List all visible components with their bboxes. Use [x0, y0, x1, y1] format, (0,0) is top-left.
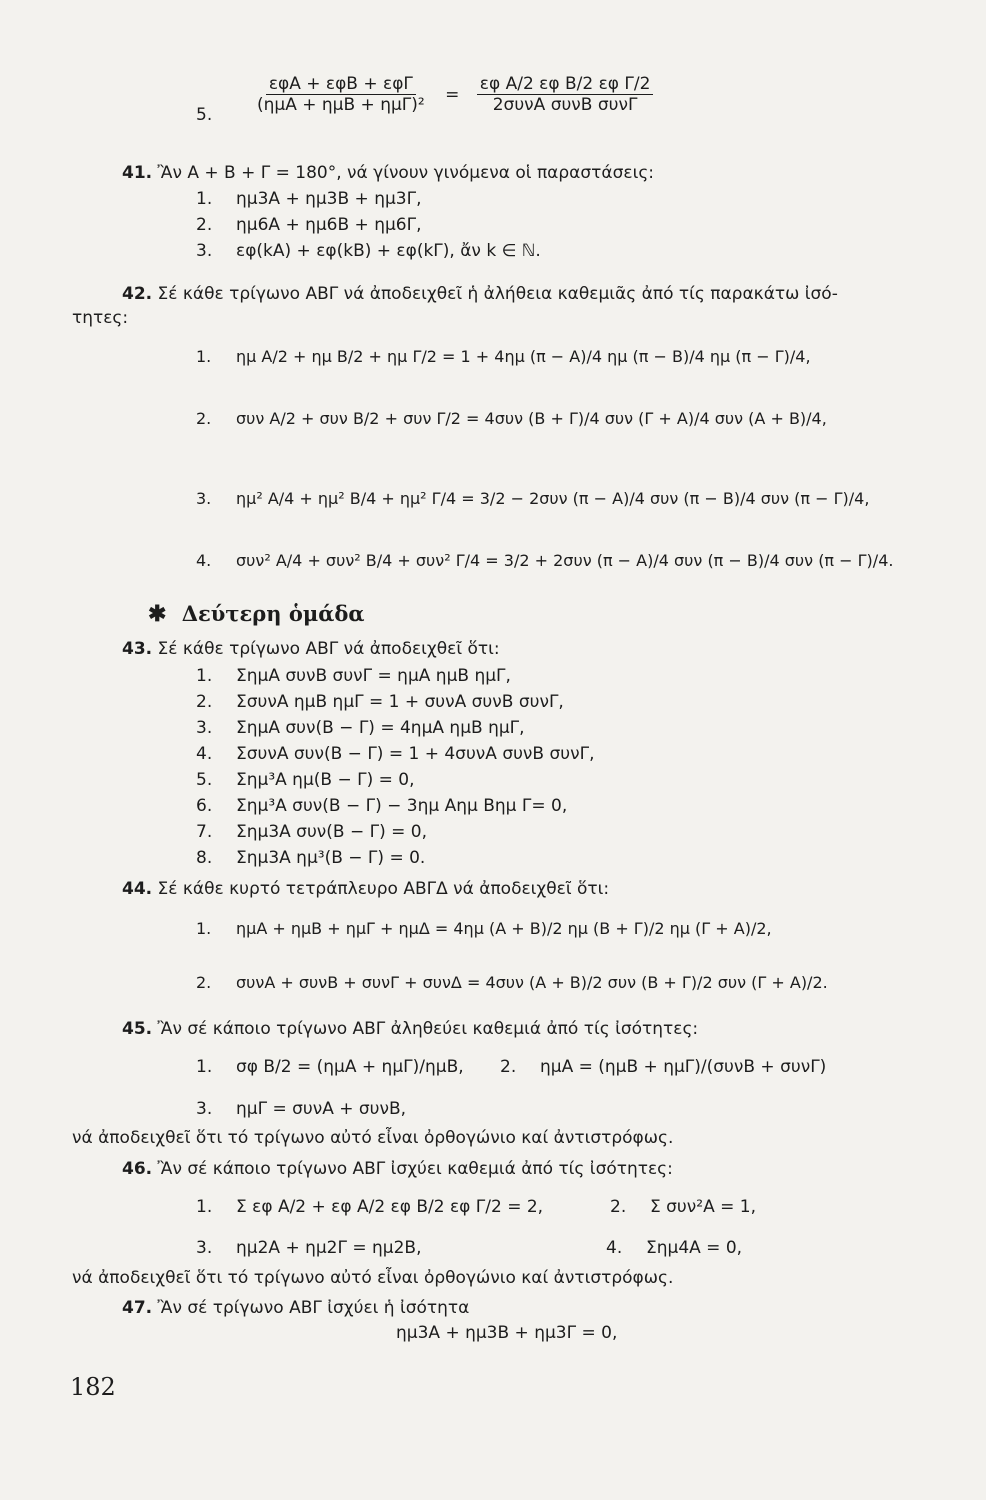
exercise-45-item-2: 2. ημΑ = (ημΒ + ημΓ)/(συνΒ + συνΓ) — [500, 1057, 827, 1077]
exercise-43-item-3: 3. ΣημΑ συν(Β − Γ) = 4ημΑ ημΒ ημΓ, — [196, 718, 525, 738]
exercise-46-item-2: 2. Σ συν²Α = 1, — [610, 1197, 756, 1217]
exercise-46-item-4: 4. Σημ4Α = 0, — [606, 1238, 743, 1258]
exercise-42-statement-cont: τητες: — [72, 308, 129, 328]
exercise-44-statement: 44. Σέ κάθε κυρτό τετράπλευρο ΑΒΓΔ νά ἀποδειχθεῖ ὅτι: — [122, 879, 610, 899]
exercise-46-item-1: 1. Σ εφ A/2 + εφ A/2 εφ B/2 εφ Γ/2 = 2, — [196, 1197, 544, 1217]
exercise-43-item-8: 8. Σημ3Α ημ³(Β − Γ) = 0. — [196, 848, 426, 868]
exercise-41-item-1: 1. ημ3Α + ημ3Β + ημ3Γ, — [196, 189, 422, 209]
exercise-42-statement: 42. Σέ κάθε τρίγωνο ΑΒΓ νά ἀποδειχθεῖ ἡ ἀλήθεια καθεμιᾶς ἀπό τίς παρακάτω ἰσό- — [122, 284, 838, 304]
exercise-44-item-2: 2. συνΑ + συνΒ + συνΓ + συνΔ = 4συν (Α + Β)/2 συν (Β + Γ)/2 συν (Γ + Α)/2. — [196, 973, 828, 992]
exercise-47-equation: ημ3Α + ημ3Β + ημ3Γ = 0, — [396, 1323, 618, 1343]
exercise-43-item-2: 2. ΣσυνΑ ημΒ ημΓ = 1 + συνΑ συνΒ συνΓ, — [196, 692, 564, 712]
item-5-number: 5. — [196, 105, 213, 125]
exercise-43-item-6: 6. Σημ³Α συν(Β − Γ) − 3ημ Αημ Βημ Γ= 0, — [196, 796, 568, 816]
exercise-43-item-5: 5. Σημ³Α ημ(Β − Γ) = 0, — [196, 770, 415, 790]
exercise-45-statement: 45. Ἂν σέ κάποιο τρίγωνο ΑΒΓ ἀληθεύει καθεμιά ἀπό τίς ἰσότητες: — [122, 1019, 699, 1039]
star-icon: ✱ — [148, 601, 167, 627]
exercise-42-item-1: 1. ημ A/2 + ημ B/2 + ημ Γ/2 = 1 + 4ημ (π − Α)/4 ημ (π − Β)/4 ημ (π − Γ)/4, — [196, 347, 811, 366]
item-5-equation: $\frac{\text{εφΑ + εφΒ + εφΓ}}{\text{(ημΑ + ημΒ + ημΓ)²}}$ = $\frac{\text{εφ A/2 εφ B/2 εφ Γ/2}}{\text{2συνΑ συνΒ συνΓ}}$ — [252, 74, 655, 115]
exercise-42-item-2: 2. συν A/2 + συν B/2 + συν Γ/2 = 4συν (Β + Γ)/4 συν (Γ + Α)/4 συν (Α + Β)/4, — [196, 409, 827, 428]
exercise-41-statement: 41. Ἂν Α + Β + Γ = 180°, νά γίνουν γινόμενα οἱ παραστάσεις: — [122, 163, 655, 183]
exercise-46-item-3: 3. ημ2Α + ημ2Γ = ημ2Β, — [196, 1238, 422, 1258]
exercise-45-item-1: 1. σφ B/2 = (ημΑ + ημΓ)/ημΒ, — [196, 1057, 464, 1077]
exercise-45-item-3: 3. ημΓ = συνΑ + συνΒ, — [196, 1099, 407, 1119]
exercise-43-item-4: 4. ΣσυνΑ συν(Β − Γ) = 1 + 4συνΑ συνΒ συνΓ, — [196, 744, 595, 764]
exercise-43-item-7: 7. Σημ3Α συν(Β − Γ) = 0, — [196, 822, 428, 842]
page-number: 182 — [70, 1373, 116, 1401]
group-heading: ✱ Δεύτερη ὁμάδα — [148, 601, 365, 627]
exercise-46-conclusion: νά ἀποδειχθεῖ ὅτι τό τρίγωνο αὐτό εἶναι ὀρθογώνιο καί ἀντιστρόφως. — [72, 1268, 674, 1288]
item-5-lhs: $\frac{\text{εφΑ + εφΒ + εφΓ}}{\text{(ημΑ + ημΒ + ημΓ)²}}$ — [257, 74, 425, 115]
exercise-44-item-1: 1. ημΑ + ημΒ + ημΓ + ημΔ = 4ημ (Α + Β)/2 ημ (Β + Γ)/2 ημ (Γ + Α)/2, — [196, 919, 772, 938]
exercise-43-item-1: 1. ΣημΑ συνΒ συνΓ = ημΑ ημΒ ημΓ, — [196, 666, 511, 686]
exercise-45-conclusion: νά ἀποδειχθεῖ ὅτι τό τρίγωνο αὐτό εἶναι ὀρθογώνιο καί ἀντιστρόφως. — [72, 1128, 674, 1148]
exercise-47-statement: 47. Ἂν σέ τρίγωνο ΑΒΓ ἰσχύει ἡ ἰσότητα — [122, 1298, 470, 1318]
exercise-46-statement: 46. Ἂν σέ κάποιο τρίγωνο ΑΒΓ ἰσχύει καθεμιά ἀπό τίς ἰσότητες: — [122, 1159, 673, 1179]
item-5-rhs: $\frac{\text{εφ A/2 εφ B/2 εφ Γ/2}}{\text{2συνΑ συνΒ συνΓ}}$ — [477, 74, 654, 115]
exercise-43-statement: 43. Σέ κάθε τρίγωνο ΑΒΓ νά ἀποδειχθεῖ ὅτι: — [122, 639, 500, 659]
exercise-41-item-2: 2. ημ6Α + ημ6Β + ημ6Γ, — [196, 215, 422, 235]
exercise-42-item-4: 4. συν² A/4 + συν² B/4 + συν² Γ/4 = 3/2 + 2συν (π − Α)/4 συν (π − Β)/4 συν (π − Γ)/4. — [196, 551, 894, 570]
exercise-42-item-3: 3. ημ² A/4 + ημ² B/4 + ημ² Γ/4 = 3/2 − 2συν (π − Α)/4 συν (π − Β)/4 συν (π − Γ)/4, — [196, 489, 870, 508]
exercise-41-item-3: 3. εφ(kΑ) + εφ(kΒ) + εφ(kΓ), ἄν k ∈ ℕ. — [196, 241, 541, 261]
